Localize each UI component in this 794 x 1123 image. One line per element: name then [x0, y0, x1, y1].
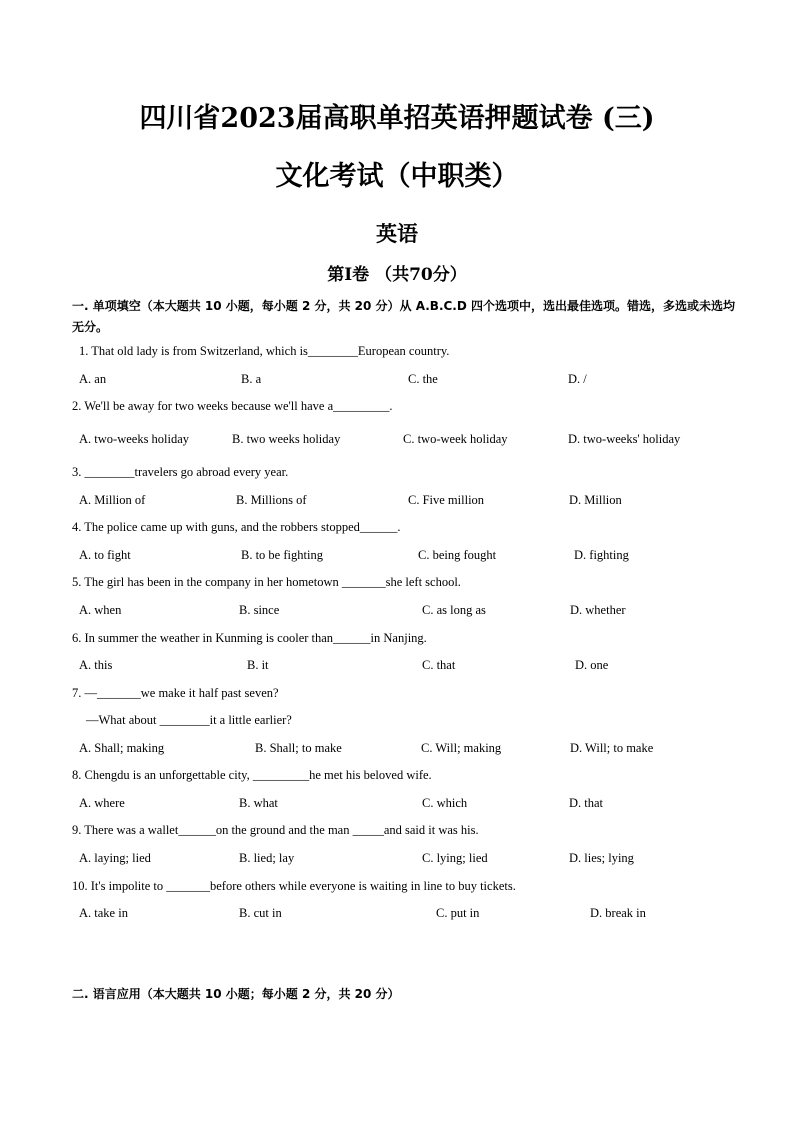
question-option: C. Will; making: [421, 741, 502, 755]
question-option: A. two-weeks holiday: [79, 432, 190, 446]
question-option: A. take in: [79, 906, 128, 920]
question-option: B. what: [239, 796, 278, 810]
question-option: A. Shall; making: [79, 741, 165, 755]
question-stem: 9. There was a wallet______on the ground and the man _____and said it was his.: [72, 823, 479, 837]
question-stem: 10. It's impolite to _______before others while everyone is waiting in line to buy tickets.: [72, 879, 516, 893]
question-option: C. which: [422, 796, 468, 810]
exam-subtitle: 文化考试（中职类）: [275, 161, 519, 192]
question-option: A. where: [79, 796, 125, 810]
question-option: B. Shall; to make: [255, 741, 342, 755]
question-option: A. an: [79, 372, 107, 386]
question-option: C. being fought: [418, 548, 497, 562]
question-stem: 6. In summer the weather in Kunming is cooler than______in Nanjing.: [72, 631, 427, 645]
question-option: D. whether: [570, 603, 626, 617]
question-option: D. break in: [590, 906, 646, 920]
question-option: D. Will; to make: [570, 741, 654, 755]
question-option: D. two-weeks' holiday: [568, 432, 681, 446]
question-stem: 8. Chengdu is an unforgettable city, _________he met his beloved wife.: [72, 768, 432, 782]
question-option: C. as long as: [422, 603, 486, 617]
question-option: D. lies; lying: [569, 851, 634, 865]
question-option: C. two-week holiday: [403, 432, 508, 446]
subject-heading: 英语: [376, 221, 418, 246]
question-option: B. lied; lay: [239, 851, 295, 865]
question-option: B. it: [247, 658, 269, 672]
question-option: B. Millions of: [236, 493, 307, 507]
question-option: C. that: [422, 658, 456, 672]
question-option: B. to be fighting: [241, 548, 323, 562]
question-option: A. this: [79, 658, 113, 672]
question-stem: 3. ________travelers go abroad every year.: [72, 465, 289, 479]
part-heading: 第Ⅰ卷 （共70分）: [327, 265, 467, 285]
question-option: A. laying; lied: [79, 851, 151, 865]
question-option: C. the: [408, 372, 438, 386]
question-option: B. two weeks holiday: [232, 432, 341, 446]
question-option: B. since: [239, 603, 280, 617]
question-option: A. Million of: [79, 493, 146, 507]
question-stem: 1. That old lady is from Switzerland, which is________European country.: [79, 344, 450, 358]
question-option: C. Five million: [408, 493, 485, 507]
question-option: D. that: [569, 796, 604, 810]
question-option: B. a: [241, 372, 262, 386]
question-option: D. one: [575, 658, 609, 672]
question-option: D. /: [568, 372, 587, 386]
section1-heading: 一. 单项填空（本大题共 10 小题，每小题 2 分，共 20 分）从 A.B.C.D 四个选项中，选出最佳选项。错选，多选或未选均无分。: [72, 299, 736, 334]
question-option: A. when: [79, 603, 122, 617]
question-option: C. put in: [436, 906, 480, 920]
question-stem: 5. The girl has been in the company in her hometown _______she left school.: [72, 575, 461, 589]
question-option: C. lying; lied: [422, 851, 488, 865]
question-option: B. cut in: [239, 906, 282, 920]
question-stem: 4. The police came up with guns, and the robbers stopped______.: [72, 520, 401, 534]
section2-heading: 二. 语言应用（本大题共 10 小题；每小题 2 分，共 20 分）: [72, 987, 400, 1001]
exam-title: 四川省2023届高职单招英语押题试卷 (三): [139, 103, 655, 134]
question-stem: 2. We'll be away for two weeks because we'll have a_________.: [72, 399, 393, 413]
question-option: D. Million: [569, 493, 622, 507]
question-option: A. to fight: [79, 548, 131, 562]
question-stem: 7. —_______we make it half past seven?: [72, 686, 279, 700]
question-stem-reply: —What about ________it a little earlier?: [86, 713, 292, 727]
question-option: D. fighting: [574, 548, 629, 562]
